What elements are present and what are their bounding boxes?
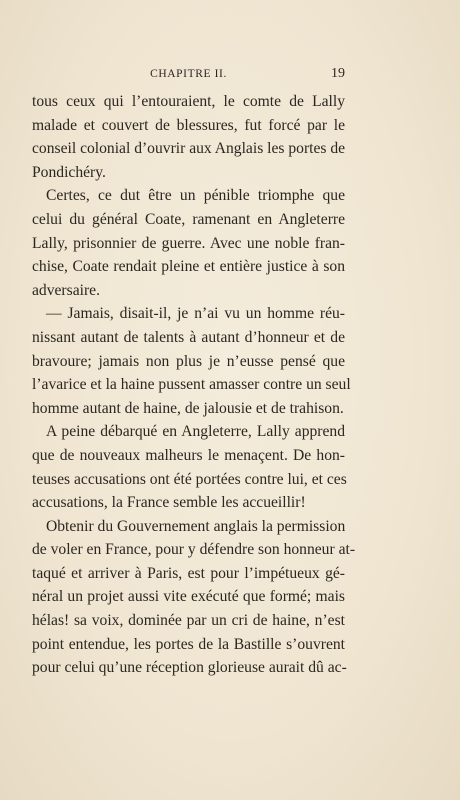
text-line: teuses accusations ont été portées contre lui, et ces (32, 470, 347, 488)
text-line: conseil colonial d’ouvrir aux Anglais les portes de (32, 140, 346, 158)
text-line: Obtenir du Gouvernement anglais la permission (46, 517, 346, 535)
text-line: l’avarice et la haine pussent amasser contre un seul (32, 376, 351, 394)
page-number: 19 (331, 66, 345, 81)
text-line: tous ceux qui l’entouraient, le comte de Lally (32, 93, 345, 110)
text-line: bravoure; jamais non plus je n’eusse pensé que (32, 352, 345, 370)
text-line: point entendue, les portes de la Bastille s’ouvrent (32, 635, 345, 653)
text-line: pour celui qu’une réception glorieuse aurait dû ac- (32, 659, 347, 677)
text-line: accusations, la France semble les accueillir! (32, 494, 306, 512)
running-head (32, 68, 345, 86)
text-line: — Jamais, disait-il, je n’ai vu un homme réu- (46, 305, 345, 323)
text-line: de voler en France, pour y défendre son honneur at- (32, 541, 356, 559)
body-text (32, 90, 356, 680)
text-line: Certes, ce dut être un pénible triomphe que (46, 187, 345, 205)
text-line: malade et couvert de blessures, fut forcé par le (32, 116, 345, 134)
text-line: celui du général Coate, ramenant en Angleterre (32, 210, 345, 228)
text-line: Pondichéry. (32, 163, 106, 181)
text-line: A peine débarqué en Angleterre, Lally apprend (46, 423, 345, 441)
chapter-title: CHAPITRE II. (150, 68, 227, 80)
text-line: Lally, prisonnier de guerre. Avec une noble fran- (32, 234, 345, 252)
text-line: homme autant de haine, de jalousie et de trahison. (32, 399, 344, 417)
text-line: nissant autant de talents à autant d’honneur et de (32, 328, 345, 346)
text-line: chise, Coate rendait pleine et entière justice à son (32, 258, 345, 276)
text-line: néral un projet aussi vite exécuté que formé; mais (32, 588, 345, 606)
text-line: adversaire. (32, 281, 100, 299)
text-line: hélas! sa voix, dominée par un cri de haine, n’est (32, 612, 345, 630)
text-line: taqué et arriver à Paris, est pour l’impétueux gé- (32, 564, 345, 582)
text-line: que de nouveaux malheurs le menaçent. De hon- (32, 446, 345, 464)
